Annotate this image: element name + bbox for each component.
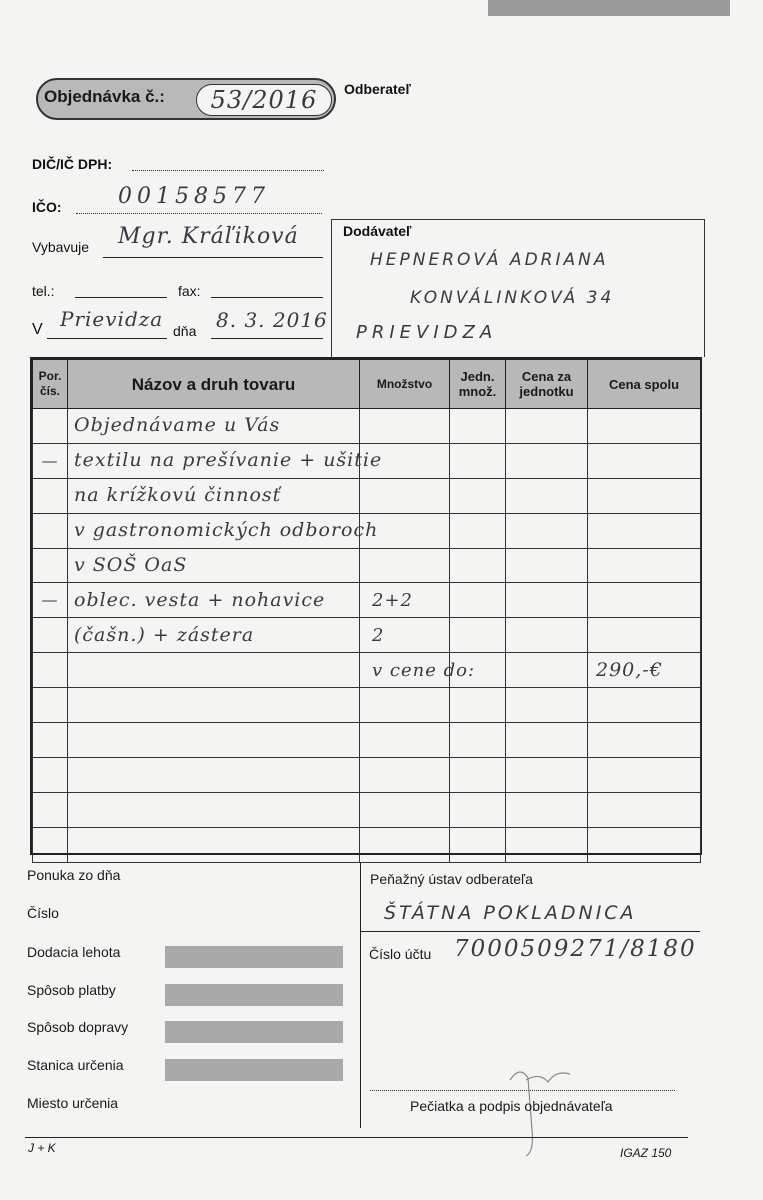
signature-label: Pečiatka a podpis objednávateľa	[410, 1098, 613, 1114]
tel-field[interactable]	[75, 297, 167, 298]
table-row	[33, 409, 701, 444]
row-por-cell[interactable]	[33, 827, 68, 862]
row-cena-spolu-cell[interactable]	[588, 513, 701, 548]
dic-field[interactable]	[132, 170, 324, 171]
v-value: Prievidza	[60, 307, 164, 331]
row-por-cell[interactable]	[33, 478, 68, 513]
row-nazov-cell-text: na krížkovú činnosť	[74, 484, 282, 507]
table-row	[33, 583, 701, 618]
row-cena-spolu-cell[interactable]	[588, 583, 701, 618]
row-jedn-cell[interactable]	[450, 513, 506, 548]
row-cena-jednotku-cell[interactable]	[506, 478, 588, 513]
bank-field-line	[360, 931, 700, 932]
table-row	[33, 513, 701, 548]
v-field[interactable]	[47, 338, 167, 339]
row-nazov-cell[interactable]	[68, 443, 383, 478]
table-row	[33, 548, 701, 583]
fax-field[interactable]	[211, 297, 323, 298]
row-cena-jednotku-cell[interactable]	[506, 513, 588, 548]
row-por-cell[interactable]	[33, 653, 68, 688]
cislo-label: Číslo	[27, 905, 59, 921]
row-mnozstvo-cell[interactable]	[360, 478, 450, 513]
row-cena-jednotku-cell[interactable]	[506, 792, 588, 827]
row-nazov-cell-text: v SOŠ OaS	[74, 554, 188, 576]
row-mnozstvo-cell[interactable]	[360, 409, 450, 444]
row-jedn-cell[interactable]	[450, 548, 506, 583]
row-por-cell-text: —	[41, 450, 59, 470]
footer-right: IGAZ 150	[620, 1146, 672, 1160]
supplier-line1: HEPNEROVÁ ADRIANA	[370, 250, 609, 270]
table-row	[33, 723, 701, 758]
row-cena-spolu-cell[interactable]	[588, 548, 701, 583]
row-por-cell[interactable]	[33, 409, 68, 444]
row-nazov-cell-text: textilu na prešívanie + ušitie	[74, 449, 383, 472]
row-nazov-cell-text: oblec. vesta + nohavice	[74, 588, 326, 611]
row-por-cell[interactable]	[33, 548, 68, 583]
row-cena-spolu-cell-text: 290,-€	[596, 658, 663, 681]
row-mnozstvo-cell[interactable]	[360, 548, 450, 583]
row-cena-spolu-cell[interactable]	[588, 618, 701, 653]
footer-line	[25, 1137, 688, 1138]
row-jedn-cell[interactable]	[450, 443, 506, 478]
row-cena-spolu-cell[interactable]	[588, 757, 701, 792]
col-header-jedn: Jedn. množ.	[450, 360, 506, 409]
table-row	[33, 792, 701, 827]
row-mnozstvo-cell-text: 2	[372, 624, 385, 646]
row-nazov-cell[interactable]	[68, 827, 360, 862]
vybavuje-label: Vybavuje	[32, 239, 90, 255]
dic-label: DIČ/IČ DPH:	[32, 156, 113, 172]
row-nazov-cell[interactable]	[68, 618, 360, 653]
col-header-nazov: Názov a druh tovaru	[68, 360, 360, 409]
footer-left: J + K	[28, 1141, 56, 1155]
col-header-mnozstvo: Množstvo	[360, 360, 450, 409]
row-por-cell[interactable]	[33, 583, 68, 618]
col-header-por: Por. čís.	[33, 360, 68, 409]
row-nazov-cell[interactable]	[68, 548, 360, 583]
row-mnozstvo-cell[interactable]	[360, 827, 450, 862]
row-cena-jednotku-cell[interactable]	[506, 723, 588, 758]
sposob-platby-label: Spôsob platby	[27, 982, 116, 998]
row-cena-spolu-cell[interactable]	[588, 723, 701, 758]
table-row	[33, 618, 701, 653]
row-mnozstvo-cell-text: 2+2	[372, 589, 413, 611]
supplier-line3: PRIEVIDZA	[356, 322, 498, 343]
scan-edge-strip	[488, 0, 730, 16]
row-jedn-cell[interactable]	[450, 792, 506, 827]
supplier-label: Dodávateľ	[343, 223, 412, 239]
row-jedn-cell[interactable]	[450, 688, 506, 723]
row-cena-jednotku-cell[interactable]	[506, 827, 588, 862]
dodacia-label: Dodacia lehota	[27, 944, 121, 960]
row-por-cell-text: —	[41, 590, 59, 610]
buyer-label: Odberateľ	[344, 81, 411, 97]
table-row	[33, 478, 701, 513]
row-jedn-cell[interactable]	[450, 478, 506, 513]
row-cena-jednotku-cell[interactable]	[506, 653, 588, 688]
table-row	[33, 827, 701, 862]
row-cena-jednotku-cell[interactable]	[506, 583, 588, 618]
row-jedn-cell[interactable]	[450, 757, 506, 792]
row-jedn-cell[interactable]	[450, 583, 506, 618]
row-mnozstvo-cell[interactable]	[360, 757, 450, 792]
bottom-divider-vertical	[360, 862, 361, 1128]
dna-field[interactable]	[211, 338, 323, 339]
row-cena-jednotku-cell[interactable]	[506, 548, 588, 583]
row-jedn-cell[interactable]	[450, 618, 506, 653]
row-nazov-cell[interactable]	[68, 583, 360, 618]
row-cena-spolu-cell[interactable]	[588, 827, 701, 862]
row-jedn-cell[interactable]	[450, 409, 506, 444]
row-por-cell[interactable]	[33, 618, 68, 653]
row-nazov-cell[interactable]	[68, 409, 360, 444]
row-cena-jednotku-cell[interactable]	[506, 618, 588, 653]
ponuka-label: Ponuka zo dňa	[27, 867, 121, 883]
ico-field[interactable]	[76, 213, 322, 214]
row-mnozstvo-cell[interactable]	[360, 688, 450, 723]
row-mnozstvo-cell-text: v cene do:	[372, 659, 476, 681]
row-mnozstvo-cell[interactable]	[360, 653, 476, 688]
v-label: V	[32, 321, 43, 338]
bank-value: ŠTÁTNA POKLADNICA	[384, 902, 637, 924]
row-por-cell[interactable]	[33, 723, 68, 758]
row-mnozstvo-cell[interactable]	[360, 792, 450, 827]
fax-label: fax:	[178, 283, 201, 299]
dodacia-field[interactable]	[165, 946, 343, 968]
row-por-cell[interactable]	[33, 688, 68, 723]
account-value: 7000509271/8180	[454, 936, 697, 962]
col-header-cena-spolu: Cena spolu	[588, 360, 701, 409]
row-nazov-cell[interactable]	[68, 757, 360, 792]
row-nazov-cell-text: (čašn.) + zástera	[74, 623, 255, 646]
row-mnozstvo-cell[interactable]	[360, 583, 450, 618]
goods-table	[30, 357, 702, 855]
row-cena-jednotku-cell[interactable]	[506, 409, 588, 444]
row-cena-spolu-cell[interactable]	[588, 688, 701, 723]
row-cena-jednotku-cell[interactable]	[506, 443, 588, 478]
dna-label: dňa	[173, 323, 197, 339]
row-nazov-cell[interactable]	[68, 653, 360, 688]
table-row	[33, 653, 701, 688]
row-cena-jednotku-cell[interactable]	[506, 757, 588, 792]
row-cena-spolu-cell[interactable]	[588, 653, 701, 688]
account-label: Číslo účtu	[369, 946, 432, 962]
row-mnozstvo-cell[interactable]	[360, 618, 450, 653]
vybavuje-value: Mgr. Kráľiková	[118, 224, 299, 249]
row-nazov-cell[interactable]	[68, 688, 360, 723]
sposob-dopravy-field[interactable]	[165, 1021, 343, 1043]
vybavuje-field[interactable]	[103, 257, 323, 258]
dna-value: 8. 3. 2016	[216, 308, 328, 332]
table-row	[33, 443, 701, 478]
row-nazov-cell-text: Objednávame u Vás	[74, 414, 281, 437]
tel-label: tel.:	[32, 283, 55, 299]
row-mnozstvo-cell[interactable]	[360, 723, 450, 758]
row-nazov-cell[interactable]	[68, 792, 360, 827]
row-nazov-cell[interactable]	[68, 723, 360, 758]
order-label: Objednávka č.:	[44, 87, 165, 106]
table-row	[33, 688, 701, 723]
row-cena-spolu-cell[interactable]	[588, 478, 701, 513]
row-cena-spolu-cell[interactable]	[588, 409, 701, 444]
row-nazov-cell-text: v gastronomických odboroch	[74, 519, 379, 542]
row-nazov-cell[interactable]	[68, 478, 360, 513]
row-cena-spolu-cell[interactable]	[588, 792, 701, 827]
row-por-cell[interactable]	[33, 792, 68, 827]
row-nazov-cell[interactable]	[68, 513, 379, 548]
supplier-line2: KONVÁLINKOVÁ 34	[410, 288, 615, 308]
ico-label: IČO:	[32, 199, 62, 215]
row-jedn-cell[interactable]	[450, 723, 506, 758]
row-por-cell[interactable]	[33, 513, 68, 548]
bank-label: Peňažný ústav odberateľa	[370, 871, 533, 887]
stanica-label: Stanica určenia	[27, 1057, 124, 1073]
order-number-value: 53/2016	[196, 84, 332, 116]
row-cena-spolu-cell[interactable]	[588, 443, 701, 478]
sposob-platby-field[interactable]	[165, 984, 343, 1006]
row-por-cell[interactable]	[33, 757, 68, 792]
stanica-field[interactable]	[165, 1059, 343, 1081]
miesto-label: Miesto určenia	[27, 1095, 119, 1111]
table-row	[33, 757, 701, 792]
row-cena-jednotku-cell[interactable]	[506, 688, 588, 723]
col-header-cena-jednotku: Cena za jednotku	[506, 360, 588, 409]
row-por-cell[interactable]	[33, 443, 68, 478]
sposob-dopravy-label: Spôsob dopravy	[27, 1019, 129, 1035]
ico-value: 00158577	[118, 184, 270, 209]
row-jedn-cell[interactable]	[450, 827, 506, 862]
